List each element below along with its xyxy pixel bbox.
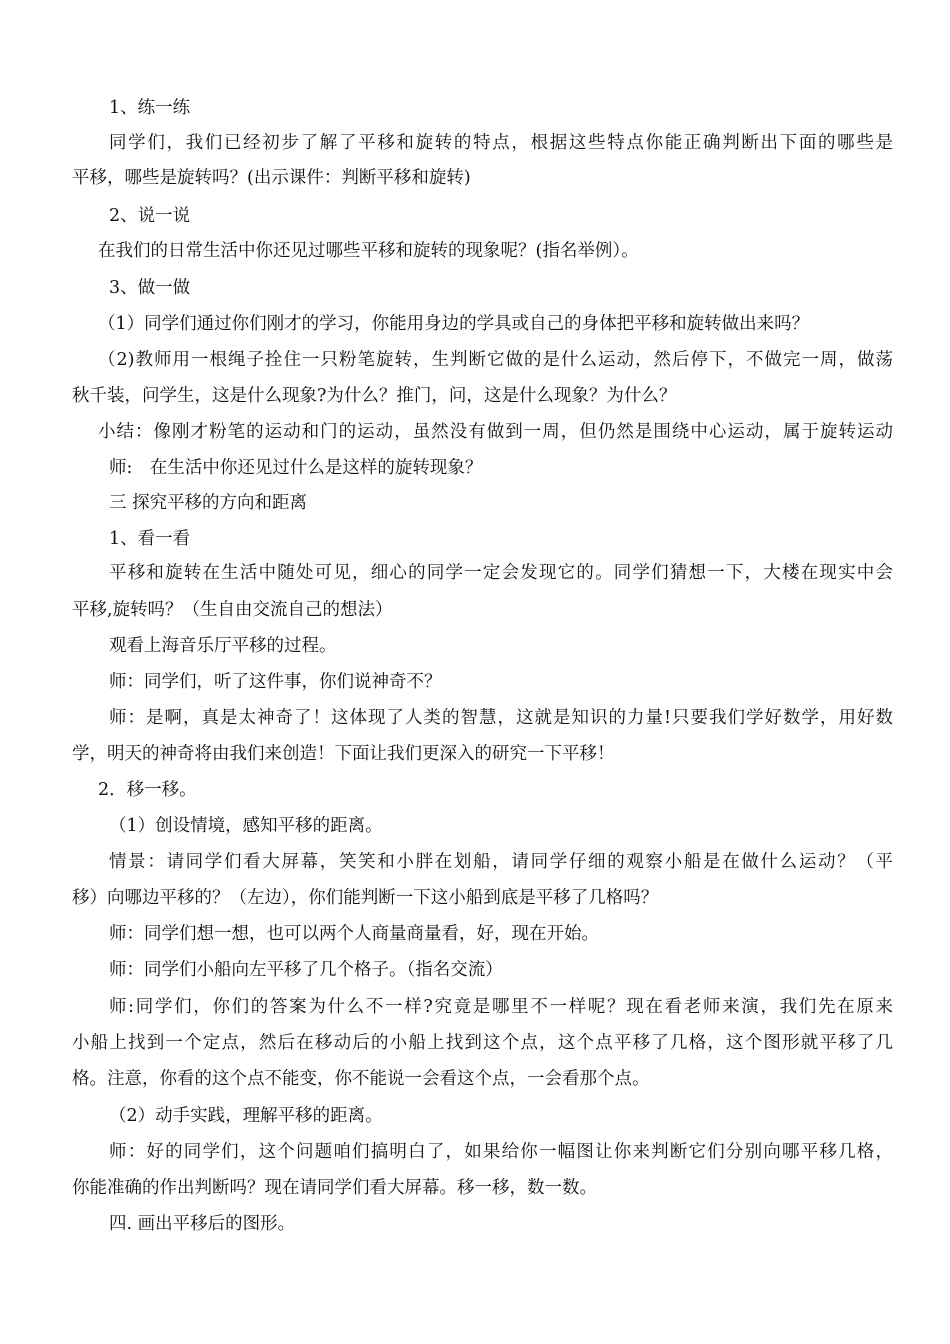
- section-heading: 三 探究平移的方向和距离: [109, 493, 308, 513]
- paragraph-line: 移）向哪边平移的？（左边），你们能判断一下这小船到底是平移了几格吗？: [72, 888, 659, 908]
- paragraph-line: 在我们的日常生活中你还见过哪些平移和旋转的现象呢？(指名举例）。: [98, 241, 639, 261]
- paragraph-line: 小船上找到一个定点，然后在移动后的小船上找到这个点，这个点平移了几格，这个图形就平移了几: [72, 1033, 893, 1053]
- heading-look: 1、看一看: [109, 529, 191, 549]
- paragraph-line: 师：是啊，真是太神奇了！这体现了人类的智慧，这就是知识的力量!只要我们学好数学，用好数: [109, 708, 893, 728]
- paragraph-line: 秋千装，问学生，这是什么现象?为什么？推门，问，这是什么现象？为什么？: [72, 386, 677, 406]
- heading-practice: 1、练一练: [109, 98, 191, 118]
- summary-line: 小结：像刚才粉笔的运动和门的运动，虽然没有做到一周，但仍然是围绕中心运动，属于旋转运动: [98, 422, 893, 442]
- paragraph-line: 师：好的同学们，这个问题咱们搞明白了，如果给你一幅图让你来判断它们分别向哪平移几格，: [109, 1142, 893, 1162]
- heading-say: 2、说一说: [109, 206, 191, 226]
- paragraph-line: 平移,旋转吗？（生自由交流自己的想法）: [72, 600, 393, 620]
- paragraph-line: （1）创设情境，感知平移的距离。: [109, 816, 383, 836]
- paragraph-line: 学，明天的神奇将由我们来创造！下面让我们更深入的研究一下平移！: [72, 744, 615, 764]
- paragraph-line: 同学们，我们已经初步了解了平移和旋转的特点，根据这些特点你能正确判断出下面的哪些是: [109, 133, 893, 153]
- paragraph-line: 师：同学们小船向左平移了几个格子。（指名交流）: [109, 960, 503, 980]
- heading-do: 3、做一做: [109, 278, 191, 298]
- paragraph-line: （2)教师用一根绳子拴住一只粉笔旋转，生判断它做的是什么运动，然后停下，不做完一周，做荡: [98, 350, 893, 370]
- paragraph-line: 情景：请同学们看大屏幕，笑笑和小胖在划船，请同学仔细的观察小船是在做什么运动？（平: [109, 852, 893, 872]
- paragraph-line: 平移，哪些是旋转吗？(出示课件：判断平移和旋转): [72, 168, 471, 188]
- paragraph-line: 师: 在生活中你还见过什么是这样的旋转现象？: [109, 458, 483, 478]
- paragraph-line: （1）同学们通过你们刚才的学习，你能用身边的学具或自己的身体把平移和旋转做出来吗？: [98, 314, 810, 334]
- paragraph-line: 师:同学们，你们的答案为什么不一样?究竟是哪里不一样呢？现在看老师来演，我们先在原来: [109, 997, 893, 1017]
- paragraph-line: 观看上海音乐厅平移的过程。: [109, 636, 337, 656]
- paragraph-line: 师：同学们，听了这件事，你们说神奇不？: [109, 672, 442, 692]
- paragraph-line: （2）动手实践，理解平移的距离。: [109, 1106, 383, 1126]
- paragraph-line: 平移和旋转在生活中随处可见，细心的同学一定会发现它的。同学们猜想一下，大楼在现实中会: [109, 563, 893, 583]
- paragraph-line: 你能准确的作出判断吗？现在请同学们看大屏幕。移一移，数一数。: [72, 1178, 597, 1198]
- paragraph-line: 格。注意，你看的这个点不能变，你不能说一会看这个点，一会看那个点。: [72, 1069, 650, 1089]
- paragraph-line: 师：同学们想一想，也可以两个人商量商量看，好，现在开始。: [109, 924, 599, 944]
- section-heading: 四. 画出平移后的图形。: [109, 1214, 296, 1234]
- heading-move: 2．移一移。: [98, 780, 197, 800]
